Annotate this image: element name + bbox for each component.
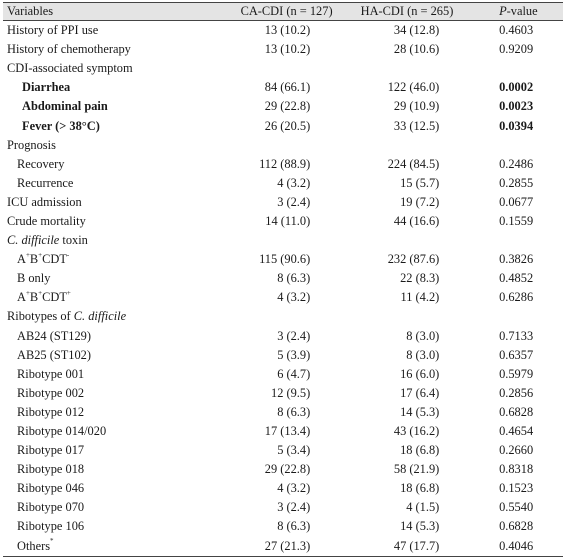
toxin-a-sign: + — [25, 289, 30, 298]
p-value: 0.8318 — [499, 462, 534, 477]
table-row — [3, 537, 563, 557]
species-name: C. difficile — [73, 309, 127, 324]
section-label: Prognosis — [7, 137, 56, 152]
row-label: History of PPI use — [7, 23, 99, 38]
comparison-table — [3, 2, 563, 557]
ha-value — [353, 59, 440, 78]
section-label-prefix: Ribotypes of — [7, 309, 74, 324]
p-value: 0.4046 — [499, 537, 563, 557]
toxin-cdt: CDT — [42, 290, 67, 305]
row-label: Crude mortality — [7, 213, 86, 228]
footnote-marker: * — [50, 537, 54, 546]
ca-value: 4 (3.2) — [277, 481, 311, 496]
ha-value: 8 (3.0) — [406, 328, 440, 343]
ca-value: 115 (90.6) — [259, 252, 311, 267]
table-row — [3, 250, 563, 269]
table-header-row — [3, 3, 563, 21]
ha-value: 4 (1.5) — [406, 500, 440, 515]
ca-value: 3 (2.4) — [277, 328, 311, 343]
ca-value: 26 (20.5) — [264, 118, 311, 133]
ha-value: 18 (6.8) — [400, 481, 440, 496]
ha-value: 28 (10.6) — [393, 42, 440, 57]
ca-value: 6 (4.7) — [277, 366, 311, 381]
p-value: 0.4852 — [499, 271, 534, 286]
table-row — [3, 269, 563, 288]
ha-value: 47 (17.7) — [353, 537, 440, 557]
ca-value: 8 (6.3) — [277, 519, 311, 534]
ha-value: 232 (87.6) — [387, 252, 440, 267]
row-label: Ribotype 070 — [17, 500, 85, 515]
p-value: 0.0677 — [499, 194, 534, 209]
toxin-profile-label — [3, 250, 224, 269]
table-row — [3, 517, 563, 536]
ha-value: 43 (16.2) — [393, 424, 440, 439]
table-row — [3, 78, 563, 97]
ca-value — [224, 231, 311, 250]
toxin-b-sign: + — [38, 251, 43, 260]
ha-value: 14 (5.3) — [400, 519, 440, 534]
table-row — [3, 21, 563, 41]
row-label: Ribotype 106 — [17, 519, 85, 534]
ha-value: 29 (10.9) — [393, 99, 440, 114]
row-label: Ribotype 012 — [17, 404, 85, 419]
toxin-cdt-sign: - — [66, 251, 70, 260]
ca-value: 13 (10.2) — [264, 42, 311, 57]
ha-value — [353, 307, 440, 326]
p-value: 0.0394 — [499, 118, 534, 133]
ha-value: 15 (5.7) — [400, 175, 440, 190]
p-value — [499, 307, 563, 326]
section-label — [3, 307, 224, 326]
toxin-cdt: CDT — [42, 252, 67, 267]
toxin-b: B — [29, 290, 39, 305]
ha-value: 33 (12.5) — [393, 118, 440, 133]
ca-value: 12 (9.5) — [271, 385, 311, 400]
row-label: B only — [17, 271, 51, 286]
ca-value: 27 (21.3) — [224, 537, 311, 557]
table-row — [3, 40, 563, 59]
ca-value: 29 (22.8) — [264, 99, 311, 114]
ha-value: 224 (84.5) — [387, 156, 440, 171]
table-row — [3, 498, 563, 517]
toxin-b: B — [29, 252, 39, 267]
table-row — [3, 327, 563, 346]
table-row — [3, 155, 563, 174]
ca-value: 84 (66.1) — [264, 80, 311, 95]
p-value: 0.4603 — [499, 23, 534, 38]
header-p-suffix: -value — [506, 4, 538, 18]
row-label: AB25 (ST102) — [17, 347, 91, 362]
ha-value: 18 (6.8) — [400, 443, 440, 458]
table-row — [3, 212, 563, 231]
row-label: AB24 (ST129) — [17, 328, 91, 343]
p-value — [499, 136, 563, 155]
table-row — [3, 174, 563, 193]
header-p-value — [499, 3, 563, 21]
ha-value: 11 (4.2) — [400, 290, 440, 305]
ha-value: 34 (12.8) — [393, 23, 440, 38]
header-p-letter: P — [499, 4, 507, 18]
p-value: 0.5540 — [499, 500, 534, 515]
p-value: 0.6357 — [499, 347, 534, 362]
p-value: 0.6828 — [499, 404, 534, 419]
ca-value: 3 (2.4) — [277, 194, 311, 209]
ha-value: 22 (8.3) — [400, 271, 440, 286]
toxin-a: A — [17, 252, 26, 267]
p-value: 0.1523 — [499, 481, 534, 496]
toxin-b-sign: + — [38, 289, 43, 298]
table-row — [3, 116, 563, 135]
p-value: 0.0002 — [499, 80, 534, 95]
ca-value: 3 (2.4) — [277, 500, 311, 515]
table-row — [3, 422, 563, 441]
ca-value — [224, 59, 311, 78]
p-value: 0.3826 — [499, 252, 534, 267]
table-row — [3, 384, 563, 403]
p-value: 0.0023 — [499, 99, 534, 114]
ca-value: 14 (11.0) — [265, 213, 311, 228]
ha-value: 58 (21.9) — [393, 462, 440, 477]
ha-value: 16 (6.0) — [400, 366, 440, 381]
p-value: 0.5979 — [499, 366, 534, 381]
row-label: Ribotype 014/020 — [17, 424, 107, 439]
ha-value: 17 (6.4) — [400, 385, 440, 400]
table-row — [3, 97, 563, 116]
toxin-a: A — [17, 290, 26, 305]
table-row — [3, 460, 563, 479]
section-label: CDI-associated symptom — [7, 61, 133, 76]
table-row — [3, 403, 563, 422]
section-label — [3, 231, 224, 250]
header-ca-cdi: CA-CDI (n = 127) — [224, 3, 353, 21]
ca-value — [224, 136, 311, 155]
ca-value — [224, 307, 311, 326]
p-value: 0.4654 — [499, 424, 534, 439]
ha-value: 19 (7.2) — [400, 194, 440, 209]
ca-value: 29 (22.8) — [264, 462, 311, 477]
header-ha-cdi: HA-CDI (n = 265) — [353, 3, 499, 21]
species-name: C. difficile — [7, 233, 60, 248]
ca-value: 8 (6.3) — [277, 271, 311, 286]
ca-value: 112 (88.9) — [259, 156, 311, 171]
header-variables: Variables — [3, 3, 224, 21]
row-label: Abdominal pain — [22, 99, 108, 114]
row-label: Ribotype 002 — [17, 385, 85, 400]
row-label: ICU admission — [7, 194, 82, 209]
ha-value: 44 (16.6) — [393, 213, 440, 228]
ca-value: 5 (3.9) — [277, 347, 311, 362]
row-label: Ribotype 001 — [17, 366, 85, 381]
p-value — [499, 59, 563, 78]
p-value: 0.2855 — [499, 175, 534, 190]
ha-value: 122 (46.0) — [387, 80, 440, 95]
ha-value: 14 (5.3) — [400, 404, 440, 419]
row-label: Ribotype 046 — [17, 481, 85, 496]
table-row — [3, 346, 563, 365]
row-label: Ribotype 018 — [17, 462, 85, 477]
table-row — [3, 288, 563, 307]
row-label: History of chemotherapy — [7, 42, 131, 57]
ha-value — [353, 231, 440, 250]
table-row — [3, 365, 563, 384]
table-row — [3, 307, 563, 326]
p-value: 0.7133 — [499, 328, 534, 343]
toxin-profile-label — [3, 288, 224, 307]
row-label: Diarrhea — [22, 80, 71, 95]
p-value: 0.2856 — [499, 385, 534, 400]
table-row — [3, 479, 563, 498]
row-label-text: Others — [17, 538, 51, 553]
toxin-a-sign: + — [25, 251, 30, 260]
table-row — [3, 441, 563, 460]
section-label-suffix: toxin — [59, 233, 88, 248]
ca-value: 13 (10.2) — [264, 23, 311, 38]
ha-value — [353, 136, 440, 155]
row-label: Recovery — [17, 156, 65, 171]
table-row — [3, 59, 563, 78]
table-row — [3, 231, 563, 250]
ha-value: 8 (3.0) — [406, 347, 440, 362]
row-label — [3, 537, 224, 557]
p-value: 0.6286 — [499, 290, 534, 305]
ca-value: 17 (13.4) — [264, 424, 311, 439]
toxin-cdt-sign: + — [66, 289, 71, 298]
p-value: 0.9209 — [499, 42, 534, 57]
row-label: Fever (> 38°C) — [22, 118, 100, 133]
table-row — [3, 193, 563, 212]
table-row — [3, 136, 563, 155]
row-label: Recurrence — [17, 175, 74, 190]
ca-value: 5 (3.4) — [277, 443, 311, 458]
row-label: Ribotype 017 — [17, 443, 85, 458]
ca-value: 4 (3.2) — [277, 290, 311, 305]
p-value: 0.6828 — [499, 519, 534, 534]
p-value — [499, 231, 563, 250]
p-value: 0.2486 — [499, 156, 534, 171]
ca-value: 4 (3.2) — [277, 175, 311, 190]
ca-value: 8 (6.3) — [277, 404, 311, 419]
p-value: 0.2660 — [499, 443, 534, 458]
p-value: 0.1559 — [499, 213, 534, 228]
